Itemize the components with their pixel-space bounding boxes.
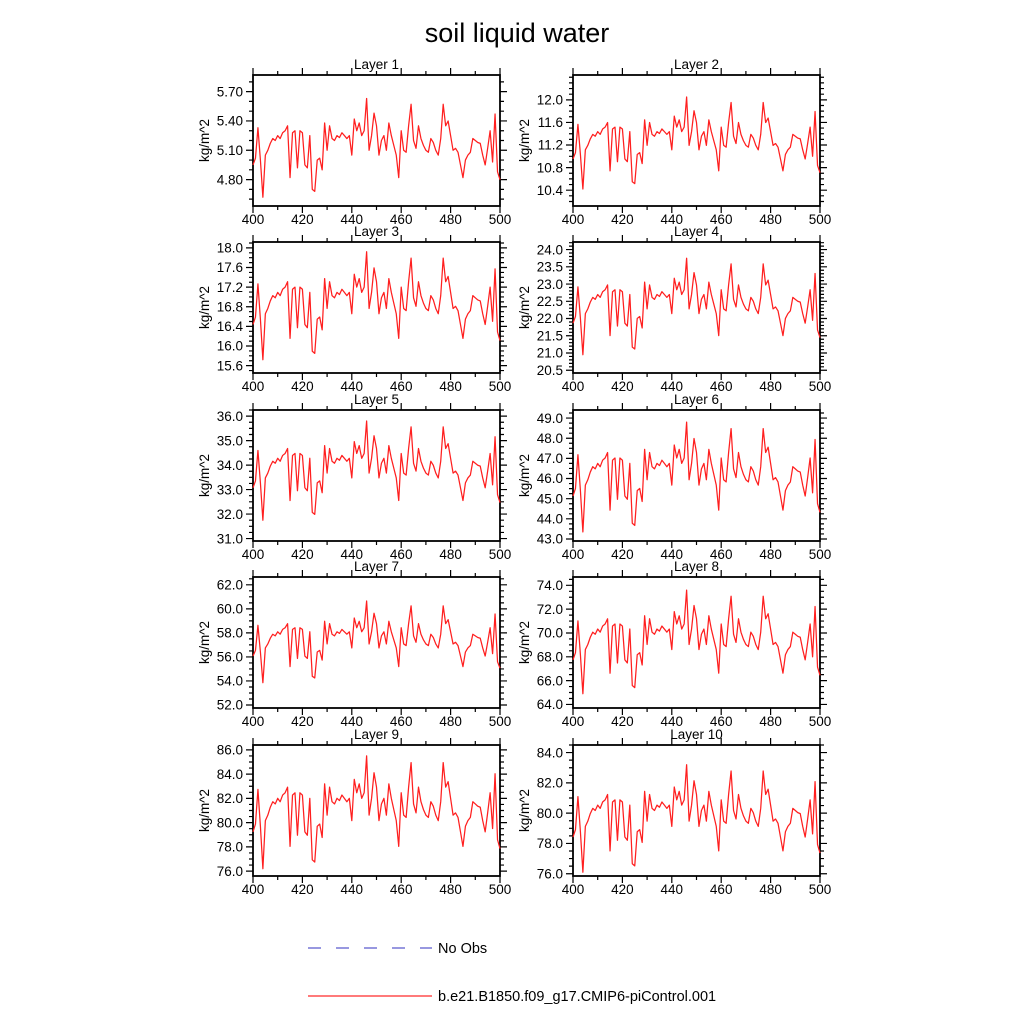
axis-ticks — [246, 235, 507, 380]
series-line — [573, 258, 820, 355]
x-tick-label: 400 — [561, 714, 585, 729]
y-tick-label: 60.0 — [216, 601, 243, 617]
y-tick-label: 24.0 — [536, 242, 563, 258]
x-tick-label: 400 — [561, 547, 585, 562]
panel-title: Layer 1 — [353, 57, 400, 72]
y-tick-label: 22.0 — [536, 311, 563, 327]
x-tick-label: 500 — [808, 547, 832, 562]
series-line — [253, 601, 500, 683]
x-tick-label: 420 — [291, 714, 314, 729]
x-tick-label: 460 — [709, 547, 733, 562]
y-axis-label: kg/m^2 — [197, 118, 212, 163]
y-tick-label: 74.0 — [536, 578, 563, 594]
x-tick-label: 460 — [389, 547, 413, 562]
axis-ticks — [566, 68, 827, 213]
x-tick-label: 500 — [808, 714, 832, 729]
y-tick-label: 4.80 — [216, 172, 243, 188]
series-line — [573, 97, 820, 189]
x-tick-label: 500 — [488, 714, 512, 729]
x-tick-label: 440 — [660, 882, 684, 897]
x-tick-label: 400 — [241, 547, 265, 562]
x-tick-label: 420 — [611, 882, 634, 897]
panel-layer-3 — [197, 224, 511, 394]
x-tick-label: 480 — [759, 882, 782, 897]
y-tick-label: 5.40 — [216, 113, 243, 129]
y-tick-label: 45.0 — [536, 491, 563, 507]
y-axis-label: kg/m^2 — [517, 118, 532, 163]
axis-ticks — [566, 235, 827, 380]
panels-container — [197, 57, 831, 897]
y-tick-label: 84.0 — [536, 745, 563, 761]
y-tick-label: 64.0 — [536, 697, 563, 713]
series-line — [253, 98, 500, 197]
panel-title: Layer 8 — [673, 559, 720, 574]
x-tick-label: 500 — [488, 882, 512, 897]
y-tick-label: 66.0 — [536, 673, 563, 689]
x-tick-label: 460 — [389, 882, 413, 897]
x-tick-label: 420 — [291, 379, 314, 394]
x-tick-label: 500 — [808, 379, 832, 394]
x-tick-label: 480 — [439, 882, 462, 897]
series-line — [573, 765, 820, 873]
y-tick-label: 43.0 — [536, 531, 563, 547]
axis-ticks — [246, 403, 507, 548]
y-axis-label: kg/m^2 — [197, 285, 212, 330]
y-tick-label: 31.0 — [216, 531, 243, 547]
x-tick-label: 420 — [611, 212, 634, 227]
plot-frame — [253, 242, 500, 373]
panel-layer-5 — [197, 392, 511, 562]
main-title: soil liquid water — [424, 18, 610, 48]
y-axis-label: kg/m^2 — [517, 788, 532, 833]
panel-title: Layer 2 — [673, 57, 720, 72]
axis-ticks — [566, 403, 827, 548]
x-tick-label: 500 — [808, 212, 832, 227]
panel-title: Layer 10 — [670, 727, 723, 742]
panel-layer-9 — [197, 727, 511, 897]
x-tick-label: 480 — [759, 714, 782, 729]
panel-layer-4 — [517, 224, 831, 394]
x-tick-label: 440 — [340, 882, 364, 897]
y-tick-label: 70.0 — [536, 625, 563, 641]
y-axis-label: kg/m^2 — [197, 788, 212, 833]
y-tick-label: 54.0 — [216, 673, 243, 689]
x-tick-label: 400 — [561, 882, 585, 897]
y-tick-label: 11.2 — [537, 137, 563, 153]
y-tick-label: 10.4 — [536, 182, 563, 198]
axis-ticks — [566, 570, 827, 715]
y-tick-label: 82.0 — [536, 775, 563, 791]
y-tick-label: 80.0 — [536, 805, 563, 821]
axis-ticks — [246, 570, 507, 715]
x-tick-label: 460 — [709, 714, 733, 729]
y-tick-label: 16.4 — [216, 319, 243, 335]
x-tick-label: 440 — [660, 212, 684, 227]
y-tick-label: 21.0 — [536, 345, 563, 361]
y-axis-label: kg/m^2 — [517, 453, 532, 498]
y-tick-label: 84.0 — [216, 766, 243, 782]
y-tick-label: 82.0 — [216, 791, 243, 807]
y-tick-label: 36.0 — [216, 408, 243, 424]
legend-label-model: b.e21.B1850.f09_g17.CMIP6-piControl.001 — [438, 989, 717, 1005]
panel-title: Layer 3 — [353, 224, 400, 239]
y-tick-label: 16.8 — [216, 299, 243, 315]
y-tick-label: 78.0 — [536, 836, 563, 852]
x-tick-label: 480 — [439, 379, 462, 394]
x-tick-label: 400 — [241, 379, 265, 394]
x-tick-label: 440 — [340, 547, 364, 562]
x-tick-label: 400 — [561, 212, 585, 227]
panel-title: Layer 7 — [353, 559, 400, 574]
y-tick-label: 56.0 — [216, 649, 243, 665]
plot-frame — [573, 410, 820, 541]
x-tick-label: 480 — [439, 212, 462, 227]
y-tick-label: 76.0 — [536, 866, 563, 882]
panel-title: Layer 9 — [353, 727, 400, 742]
y-tick-label: 11.6 — [537, 115, 563, 131]
series-line — [253, 421, 500, 520]
y-tick-label: 17.6 — [216, 260, 243, 276]
x-tick-label: 500 — [488, 212, 512, 227]
y-tick-label: 17.2 — [216, 279, 243, 295]
plot-frame — [253, 577, 500, 708]
y-tick-label: 34.0 — [216, 457, 243, 473]
x-tick-label: 420 — [291, 547, 314, 562]
y-tick-label: 68.0 — [536, 649, 563, 665]
legend — [308, 941, 716, 1005]
y-tick-label: 58.0 — [216, 625, 243, 641]
y-tick-label: 46.0 — [536, 471, 563, 487]
panel-layer-8 — [517, 559, 831, 729]
y-tick-label: 49.0 — [536, 410, 563, 426]
x-tick-label: 400 — [241, 714, 265, 729]
plot-frame — [253, 745, 500, 876]
plot-frame — [573, 745, 820, 876]
y-axis-label: kg/m^2 — [517, 620, 532, 665]
y-tick-label: 22.5 — [536, 293, 563, 309]
y-tick-label: 80.0 — [216, 815, 243, 831]
panel-title: Layer 5 — [353, 392, 400, 407]
x-tick-label: 460 — [389, 212, 413, 227]
x-tick-label: 400 — [241, 212, 265, 227]
y-tick-label: 48.0 — [536, 430, 563, 446]
y-tick-label: 35.0 — [216, 433, 243, 449]
y-tick-label: 23.5 — [536, 259, 563, 275]
x-tick-label: 420 — [611, 379, 634, 394]
x-tick-label: 440 — [660, 379, 684, 394]
x-tick-label: 420 — [611, 547, 634, 562]
x-tick-label: 400 — [561, 379, 585, 394]
series-line — [253, 252, 500, 360]
x-tick-label: 480 — [759, 547, 782, 562]
x-tick-label: 460 — [389, 379, 413, 394]
y-tick-label: 23.0 — [536, 276, 563, 292]
panel-title: Layer 6 — [673, 392, 720, 407]
x-tick-label: 480 — [439, 714, 462, 729]
y-tick-label: 5.70 — [216, 84, 243, 100]
y-tick-label: 10.8 — [536, 160, 563, 176]
x-tick-label: 480 — [759, 212, 782, 227]
y-tick-label: 44.0 — [536, 511, 563, 527]
x-tick-label: 400 — [241, 882, 265, 897]
x-tick-label: 420 — [291, 882, 314, 897]
x-tick-label: 420 — [291, 212, 314, 227]
y-tick-label: 12.0 — [536, 92, 563, 108]
panel-layer-1 — [197, 57, 511, 227]
x-tick-label: 440 — [340, 714, 364, 729]
x-tick-label: 500 — [488, 547, 512, 562]
y-tick-label: 62.0 — [216, 577, 243, 593]
x-tick-label: 500 — [808, 882, 832, 897]
x-tick-label: 460 — [389, 714, 413, 729]
y-tick-label: 76.0 — [216, 863, 243, 879]
x-tick-label: 480 — [439, 547, 462, 562]
panel-layer-7 — [197, 559, 511, 729]
y-tick-label: 86.0 — [216, 742, 243, 758]
series-line — [253, 756, 500, 869]
x-tick-label: 460 — [709, 212, 733, 227]
x-tick-label: 480 — [759, 379, 782, 394]
plot-frame — [253, 75, 500, 206]
y-tick-label: 15.6 — [216, 358, 243, 374]
y-axis-label: kg/m^2 — [197, 620, 212, 665]
x-tick-label: 440 — [660, 547, 684, 562]
x-tick-label: 420 — [611, 714, 634, 729]
legend-label-no-obs: No Obs — [438, 941, 488, 957]
y-axis-label: kg/m^2 — [197, 453, 212, 498]
panel-layer-6 — [517, 392, 831, 562]
y-tick-label: 5.10 — [216, 142, 243, 158]
y-tick-label: 16.0 — [216, 338, 243, 354]
y-tick-label: 21.5 — [536, 328, 563, 344]
axis-ticks — [246, 738, 507, 883]
x-tick-label: 500 — [488, 379, 512, 394]
x-tick-label: 460 — [709, 379, 733, 394]
panel-layer-2 — [517, 57, 831, 227]
plot-frame — [253, 410, 500, 541]
plot-frame — [573, 242, 820, 373]
x-tick-label: 440 — [660, 714, 684, 729]
plot-frame — [573, 577, 820, 708]
x-tick-label: 440 — [340, 212, 364, 227]
x-tick-label: 440 — [340, 379, 364, 394]
x-tick-label: 460 — [709, 882, 733, 897]
y-tick-label: 52.0 — [216, 697, 243, 713]
series-line — [573, 422, 820, 532]
y-tick-label: 33.0 — [216, 482, 243, 498]
y-axis-label: kg/m^2 — [517, 285, 532, 330]
y-tick-label: 78.0 — [216, 839, 243, 855]
y-tick-label: 47.0 — [536, 451, 563, 467]
series-line — [573, 590, 820, 694]
axis-ticks — [246, 68, 507, 213]
y-tick-label: 18.0 — [216, 240, 243, 256]
plot-frame — [573, 75, 820, 206]
y-tick-label: 32.0 — [216, 506, 243, 522]
panel-title: Layer 4 — [673, 224, 720, 239]
panel-layer-10 — [517, 727, 831, 897]
axis-ticks — [566, 738, 827, 883]
y-tick-label: 72.0 — [536, 601, 563, 617]
y-tick-label: 20.5 — [536, 362, 563, 378]
